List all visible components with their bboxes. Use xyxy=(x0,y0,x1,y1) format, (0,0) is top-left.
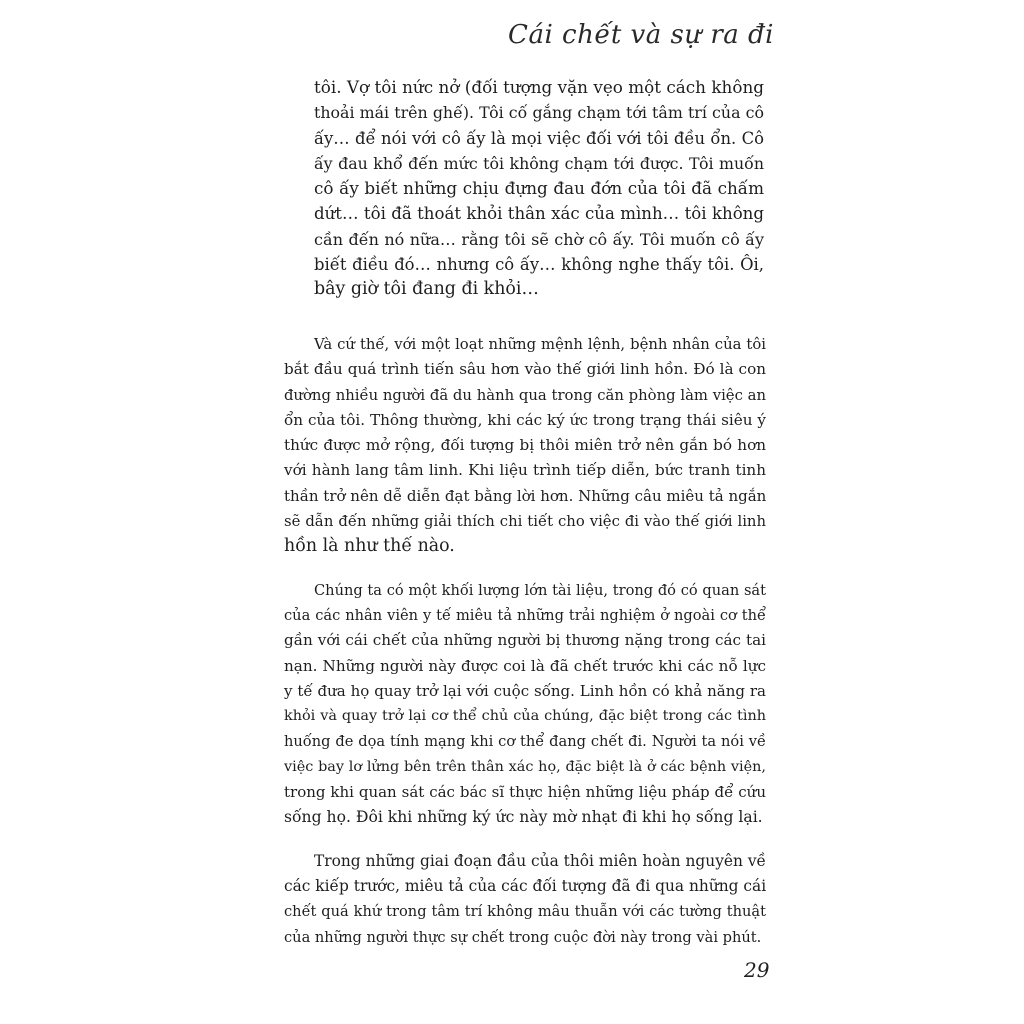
quote-line: dứt… tôi đã thoát khỏi thân xác của mình… tôi không xyxy=(314,204,764,224)
paragraph xyxy=(284,849,766,950)
paragraph-line: các kiếp trước, miêu tả của các đối tượng đã đi qua những cái xyxy=(284,876,767,895)
paragraph xyxy=(284,578,766,831)
paragraph-line: hồn là như thế nào. xyxy=(284,536,455,557)
quoted-dialogue xyxy=(314,75,764,303)
quote-line: bây giờ tôi đang đi khỏi… xyxy=(314,279,539,300)
quote-line: biết điều đó… nhưng cô ấy… không nghe thấy tôi. Ôi, xyxy=(314,255,764,275)
paragraph-line: của các nhân viên y tế miêu tả những trải nghiệm ở ngoài cơ thể xyxy=(284,606,766,624)
paragraph-line: của những người thực sự chết trong cuộc đời này trong vài phút. xyxy=(284,928,762,946)
quote-line: tôi. Vợ tôi nức nở (đối tượng vặn vẹo một cách không xyxy=(314,77,764,97)
quote-line: cần đến nó nữa… rằng tôi sẽ chờ cô ấy. Tôi muốn cô ấy xyxy=(314,229,764,249)
paragraph-line: Chúng ta có một khối lượng lớn tài liệu, trong đó có quan sát xyxy=(314,581,766,599)
paragraph-line: khỏi và quay trở lại cơ thể chủ của chúng, đặc biệt trong các tình xyxy=(284,708,766,725)
page-number: 29 xyxy=(744,958,770,982)
paragraph-line: sẽ dẫn đến những giải thích chi tiết cho việc đi vào thế giới linh xyxy=(284,513,766,531)
body-text xyxy=(284,332,766,968)
paragraph-line: bắt đầu quá trình tiến sâu hơn vào thế giới linh hồn. Đó là con xyxy=(284,360,766,379)
running-title: Cái chết và sự ra đi xyxy=(508,20,774,50)
quote-line: thoải mái trên ghế). Tôi cố gắng chạm tới tâm trí của cô xyxy=(314,103,764,123)
paragraph-line: thần trở nên dễ diễn đạt bằng lời hơn. Những câu miêu tả ngắn xyxy=(284,486,767,505)
paragraph-line: Trong những giai đoạn đầu của thôi miên hoàn nguyên về xyxy=(314,851,766,870)
paragraph-line: thức được mở rộng, đối tượng bị thôi miên trở nên gắn bó hơn xyxy=(284,436,766,455)
quote-line: cô ấy biết những chịu đựng đau đớn của tôi đã chấm xyxy=(314,178,764,199)
paragraph-line: trong khi quan sát các bác sĩ thực hiện những liệu pháp để cứu xyxy=(284,783,766,802)
paragraph-line: huống đe dọa tính mạng khi cơ thể đang chết đi. Người ta nói về xyxy=(284,733,766,751)
quote-line: ấy đau khổ đến mức tôi không chạm tới được. Tôi muốn xyxy=(314,153,764,173)
paragraph-line: với hành lang tâm linh. Khi liệu trình tiếp diễn, bức tranh tinh xyxy=(284,461,766,480)
paragraph-line: chết quá khứ trong tâm trí không mâu thuẫn với các tường thuật xyxy=(284,903,766,921)
paragraph-line: y tế đưa họ quay trở lại với cuộc sống. Linh hồn có khả năng ra xyxy=(284,681,766,700)
paragraph-line: việc bay lơ lửng bên trên thân xác họ, đặc biệt là ở các bệnh viện, xyxy=(284,758,766,775)
paragraph-line: ổn của tôi. Thông thường, khi các ký ức trong trạng thái siêu ý xyxy=(284,410,766,429)
paragraph xyxy=(284,332,766,560)
paragraph-line: nạn. Những người này được coi là đã chết trước khi các nỗ lực xyxy=(284,656,766,675)
paragraph-line: sống họ. Đôi khi những ký ức này mờ nhạt đi khi họ sống lại. xyxy=(284,808,763,827)
paragraph-line: gần với cái chết của những người bị thương nặng trong các tai xyxy=(284,631,766,650)
quote-line: ấy… để nói với cô ấy là mọi việc đối với tôi đều ổn. Cô xyxy=(314,128,764,148)
paragraph-line: Và cứ thế, với một loạt những mệnh lệnh, bệnh nhân của tôi xyxy=(314,336,766,353)
paragraph-line: đường nhiều người đã du hành qua trong căn phòng làm việc an xyxy=(284,386,766,404)
